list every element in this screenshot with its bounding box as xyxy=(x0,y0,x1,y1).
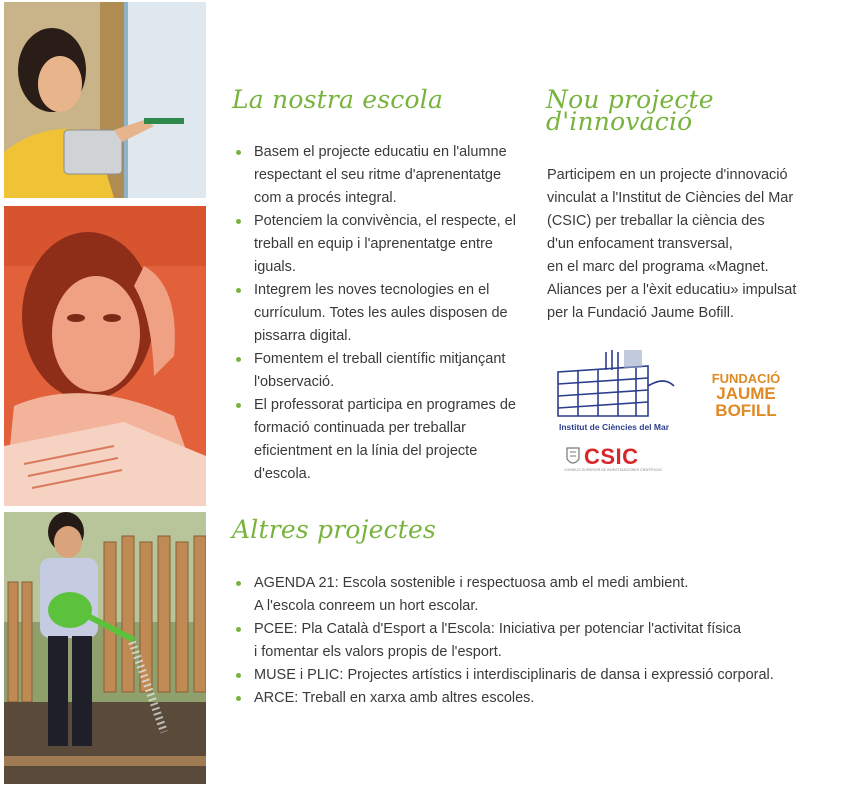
innovation-paragraph: Participem en un projecte d'innovació vinculat a l'Institut de Ciències del Mar (CSIC) per treballar la ciència des d'un enfocament transversal, en el marc del programa «Magnet. Aliances per a l'èxit educatiu» impulsat per la Fundació Jaume Bofill. xyxy=(547,167,797,321)
heading-la-nostra-escola: La nostra escola xyxy=(232,85,444,114)
list-item: Fomentem el treball científic mitjançant l'observació. xyxy=(232,348,532,394)
icm-caption: Institut de Ciències del Mar xyxy=(558,422,670,432)
logo-csic xyxy=(562,442,662,472)
photo-girl-reading xyxy=(4,206,206,506)
list-item: Basem el projecte educatiu en l'alumne respectant el seu ritme d'aprenentatge com a procés integral. xyxy=(232,141,532,210)
list-item: PCEE: Pla Català d'Esport a l'Escola: Iniciativa per potenciar l'activitat física i fomentar els valors propis de l'esport. xyxy=(232,618,832,664)
list-item: Integrem les noves tecnologies en el currículum. Totes les aules disposen de pissarra digital. xyxy=(232,279,532,348)
bofill-line1: FUNDACIÓ xyxy=(711,371,781,386)
csic-subtitle: CONSEJO SUPERIOR DE INVESTIGACIONES CIENTÍFICAS xyxy=(564,468,662,472)
bofill-line3: BOFILL xyxy=(715,401,777,420)
logo-institut-ciencies-mar xyxy=(548,346,680,436)
logo-fundacio-jaume-bofill xyxy=(700,372,792,442)
photo-boy-watering xyxy=(4,512,206,784)
list-item: Potenciem la convivència, el respecte, el treball en equip i l'aprenentatge entre iguals. xyxy=(232,210,532,279)
list-altres-projectes xyxy=(232,572,832,710)
list-item: AGENDA 21: Escola sostenible i respectuosa amb el medi ambient. A l'escola conreem un hort escolar. xyxy=(232,572,832,618)
heading-altres-projectes: Altres projectes xyxy=(232,515,437,544)
bofill-line2: JAUME xyxy=(716,384,776,403)
list-item: MUSE i PLIC: Projectes artístics i interdisciplinaris de dansa i expressió corporal. xyxy=(232,664,832,687)
list-item: El professorat participa en programes de formació continuada per treballar eficientment en la línia del projecte d'escola. xyxy=(232,394,532,486)
photo-girl-whiteboard xyxy=(4,2,206,198)
list-item: ARCE: Treball en xarxa amb altres escoles. xyxy=(232,687,832,710)
list-la-nostra-escola xyxy=(232,141,532,486)
csic-word: CSIC xyxy=(584,444,639,469)
heading-nou-projecte: Nou projecte d'innovació xyxy=(546,85,714,136)
